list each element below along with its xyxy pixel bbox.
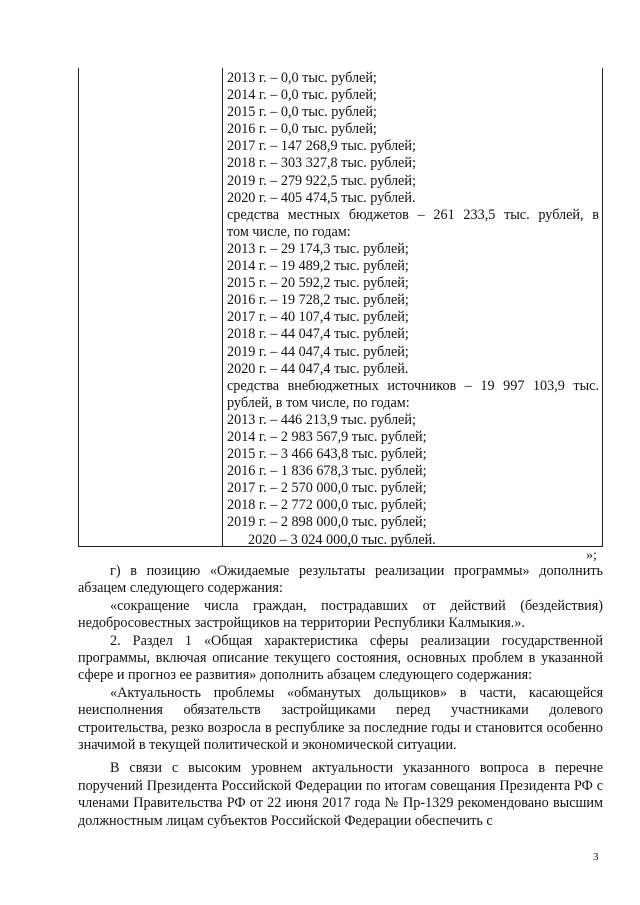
table-right-cell [227,70,599,549]
closing-quote-mark: »; [586,548,597,563]
paragraph: 2. Раздел 1 «Общая характеристика сферы реализации государственной программы, включая описание текущего состояния, основных проблем в указанной сфере и прогноз ее развития» дополнить абзацем следующего содержания: [78,632,603,684]
paragraph: г) в позицию «Ожидаемые результаты реализации программы» дополнить абзацем следующего содержания: [78,563,603,597]
table-line: 2017 г. – 147 268,9 тыс. рублей; [227,138,416,155]
table-line: 2015 г. – 20 592,2 тыс. рублей; [227,275,409,292]
table-line: 2016 г. – 0,0 тыс. рублей; [227,121,377,138]
table-line: 2018 г. – 303 327,8 тыс. рублей; [227,155,416,172]
table-line: рублей, в том числе, по годам: [227,394,410,411]
body-text [78,563,603,830]
table-column-divider [222,68,223,546]
table-line: 2020 г. – 405 474,5 тыс. рублей. [227,189,416,206]
table-line: 2016 г. – 19 728,2 тыс. рублей; [227,292,409,309]
table-line: 2014 г. – 2 983 567,9 тыс. рублей; [227,428,427,445]
paragraph: «Актуальность проблемы «обманутых дольщиков» в части, касающейся неисполнения обязательств застройщиками перед участниками долевого строительства, резко возросла в республике за последние годы и становится особенно значимой в текущей политической и экономической ситуации. [78,684,603,754]
table-line: 2014 г. – 19 489,2 тыс. рублей; [227,258,409,275]
table-line: 2013 г. – 29 174,3 тыс. рублей; [227,240,409,257]
table-line: 2020 – 3 024 000,0 тыс. рублей. [248,531,436,548]
table-line: 2016 г. – 1 836 678,3 тыс. рублей; [227,463,427,480]
table-line: средства местных бюджетов – 261 233,5 тыс. рублей, в [227,206,599,223]
table-line: 2015 г. – 0,0 тыс. рублей; [227,104,377,121]
table-line: 2014 г. – 0,0 тыс. рублей; [227,87,377,104]
table-line: 2013 г. – 0,0 тыс. рублей; [227,70,377,86]
funding-table [78,68,603,547]
table-line: 2019 г. – 44 047,4 тыс. рублей; [227,343,409,360]
table-line: средства внебюджетных источников – 19 997 103,9 тыс. [227,377,599,394]
table-line: 2018 г. – 44 047,4 тыс. рублей; [227,326,409,343]
table-line: 2017 г. – 40 107,4 тыс. рублей; [227,309,409,326]
paragraph: В связи с высоким уровнем актуальности указанного вопроса в перечне поручений Президента Российской Федерации по итогам совещания Президента РФ с членами Правительства РФ от 22 июня 2017 года № Пр-1329 рекомендовано высшим должностным лицам субъектов Российской Федерации обеспечить с [78,760,603,829]
table-line: 2017 г. – 2 570 000,0 тыс. рублей; [227,480,427,497]
paragraph: «сокращение числа граждан, пострадавших от действий (бездействия) недобросовестных застройщиков на территории Республики Калмыкия.». [78,597,603,632]
table-line: том числе, по годам: [227,223,351,240]
page-number: 3 [593,851,599,863]
table-line: 2019 г. – 279 922,5 тыс. рублей; [227,172,416,189]
table-line: 2018 г. – 2 772 000,0 тыс. рублей; [227,497,427,514]
table-line: 2015 г. – 3 466 643,8 тыс. рублей; [227,446,427,463]
table-line: 2020 г. – 44 047,4 тыс. рублей. [227,360,409,377]
table-line: 2019 г. – 2 898 000,0 тыс. рублей; [227,514,427,531]
table-line: 2013 г. – 446 213,9 тыс. рублей; [227,411,416,428]
